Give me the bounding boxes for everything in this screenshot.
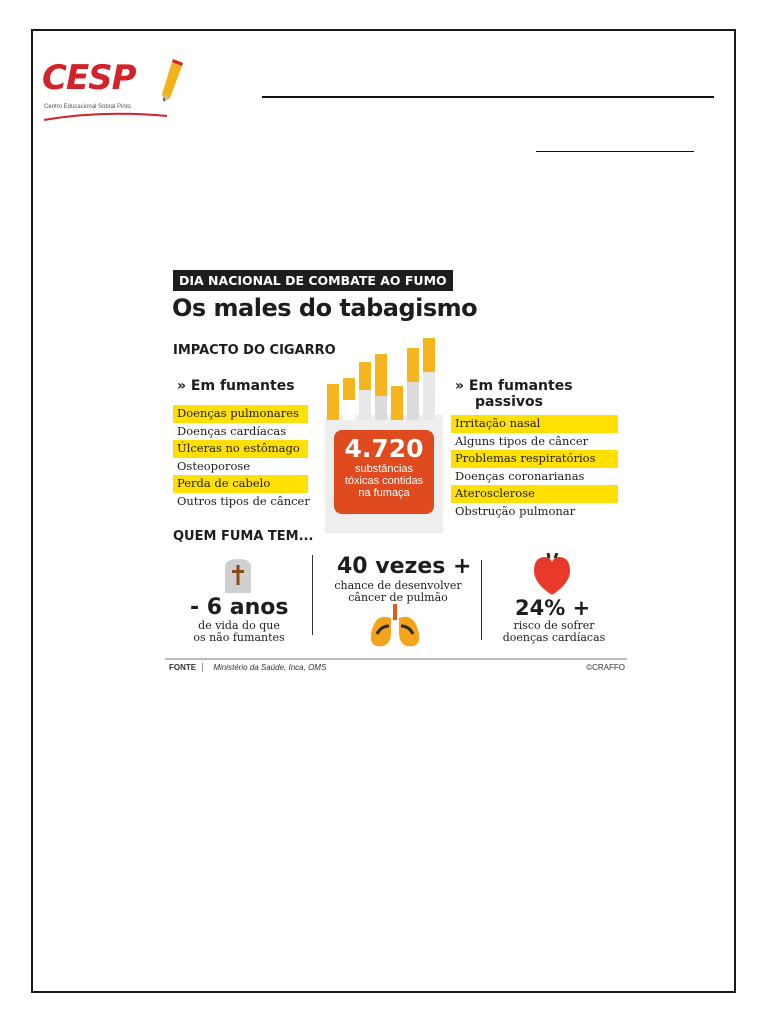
stat-desc-line: chance de desenvolver (334, 579, 462, 592)
badge-line: substâncias (354, 463, 414, 475)
list-item: Doenças coronarianas (455, 468, 585, 483)
stat-desc-line: os não fumantes (193, 631, 285, 644)
list-item: Outros tipos de câncer (177, 493, 310, 508)
footer-label: FONTE (165, 663, 203, 672)
stat-times: 40 vezes + (337, 554, 472, 579)
cesp-logo (40, 58, 190, 124)
list-item: Úlceras no estômago (173, 440, 308, 458)
name-line (262, 96, 714, 98)
stat-desc-line: câncer de pulmão (348, 591, 448, 604)
infographic (165, 270, 627, 675)
divider (312, 555, 313, 635)
cigarettes-icon (325, 336, 443, 420)
list-item: Alguns tipos de câncer (455, 433, 589, 448)
tombstone-icon (223, 557, 253, 593)
heart-icon (531, 553, 573, 597)
infographic-banner: DIA NACIONAL DE COMBATE AO FUMO (173, 270, 453, 291)
stat-years-desc (189, 620, 289, 644)
list-item: Aterosclerose (451, 485, 618, 503)
logo-swoosh (42, 110, 172, 122)
list-item: Perda de cabelo (173, 475, 308, 493)
badge-line: na fumaça (358, 487, 410, 499)
pencil-icon (158, 58, 188, 104)
date-line (536, 151, 694, 152)
footer-credit: ©CRAFFO (586, 663, 625, 672)
list-item: Doenças pulmonares (173, 405, 308, 423)
passive-heading-line: » Em fumantes (455, 378, 573, 394)
passive-list (451, 415, 618, 520)
stat-years: - 6 anos (190, 595, 289, 620)
list-item: Osteoporose (177, 458, 251, 473)
infographic-footer (165, 658, 627, 672)
stat-times-desc (323, 580, 473, 604)
stat-desc-line: de vida do que (198, 619, 280, 632)
list-item: Obstrução pulmonar (455, 503, 576, 518)
divider (481, 560, 482, 640)
stat-percent: 24% + (515, 596, 591, 620)
list-item: Problemas respiratórios (451, 450, 618, 468)
footer-source: Ministério da Saúde, Inca, OMS (213, 663, 327, 672)
infographic-title: Os males do tabagismo (172, 294, 478, 322)
stat-desc-line: risco de sofrer (513, 619, 595, 632)
logo-brand: CESP (42, 58, 136, 98)
passive-heading-line: passivos (475, 394, 544, 410)
smokers-list (173, 405, 308, 510)
list-item: Doenças cardíacas (177, 423, 287, 438)
stat-percent-desc (489, 620, 619, 644)
smokers-heading: » Em fumantes (177, 378, 295, 394)
passive-heading (455, 378, 573, 410)
list-item: Irritação nasal (451, 415, 618, 433)
substances-count: 4.720 (344, 434, 424, 463)
substances-badge (334, 430, 434, 514)
logo-tagline: Centro Educacional Sobral Pinto (44, 104, 131, 110)
quem-fuma-heading: QUEM FUMA TEM... (173, 529, 314, 544)
stat-desc-line: doenças cardíacas (502, 631, 606, 644)
badge-line: tóxicas contidas (344, 475, 424, 487)
infographic-subtitle: IMPACTO DO CIGARRO (173, 343, 336, 358)
lungs-icon (369, 604, 421, 650)
